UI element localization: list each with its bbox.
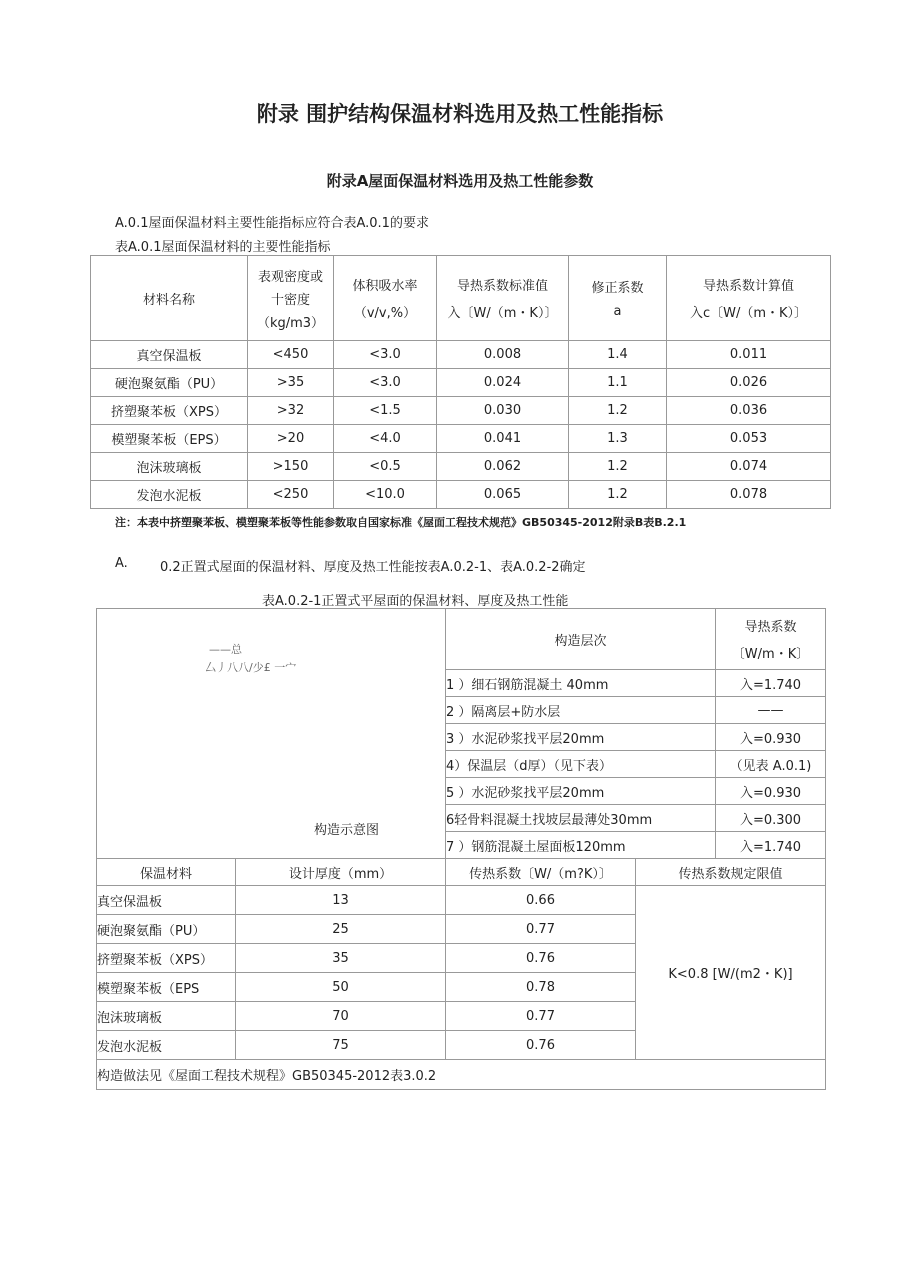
table-cell: 发泡水泥板 bbox=[97, 1031, 236, 1060]
table-cell: >35 bbox=[248, 369, 334, 397]
header-density bbox=[248, 256, 334, 341]
table-cell: 挤塑聚苯板（XPS） bbox=[97, 944, 236, 973]
page-title: 附录 围护结构保温材料选用及热工性能指标 bbox=[256, 102, 664, 126]
header-layers: 构造层次 bbox=[446, 609, 716, 670]
table1-caption: 表A.0.1屋面保温材料的主要性能指标 bbox=[115, 240, 331, 255]
layer-name: 3 ）水泥砂浆找平层20mm bbox=[446, 724, 716, 751]
layer-name: 5 ）水泥砂浆找平层20mm bbox=[446, 778, 716, 805]
table-cell: 0.008 bbox=[437, 341, 569, 369]
layer-name: 6轻骨料混凝土找坡层最薄处30mm bbox=[446, 805, 716, 832]
table-cell: 1.2 bbox=[569, 481, 667, 509]
table-cell: 硬泡聚氨酯（PU） bbox=[97, 915, 236, 944]
table2-caption: 表A.0.2-1正置式平屋面的保温材料、厚度及热工性能 bbox=[262, 594, 569, 609]
table-cell: 70 bbox=[236, 1002, 446, 1031]
table-cell: 25 bbox=[236, 915, 446, 944]
table-cell: <250 bbox=[248, 481, 334, 509]
table-cell: 50 bbox=[236, 973, 446, 1002]
table-cell: 模塑聚苯板（EPS bbox=[97, 973, 236, 1002]
bottom-header: 设计厚度（mm） bbox=[236, 859, 446, 886]
table-cell: 1.1 bbox=[569, 369, 667, 397]
bottom-header: 传热系数规定限值 bbox=[636, 859, 826, 886]
table-cell: 泡沫玻璃板 bbox=[91, 453, 248, 481]
header-line: 导热系数标准值 bbox=[456, 279, 548, 294]
table-cell: 0.026 bbox=[667, 369, 831, 397]
table-cell: 发泡水泥板 bbox=[91, 481, 248, 509]
table-cell: 0.011 bbox=[667, 341, 831, 369]
header-k-std bbox=[437, 256, 569, 341]
header-line: 体积吸水率 bbox=[352, 279, 418, 294]
bottom-header: 保温材料 bbox=[97, 859, 236, 886]
header-k-calc bbox=[667, 256, 831, 341]
layer-name: 1 ）细石钢筋混凝土 40mm bbox=[446, 670, 716, 697]
table-cell: 0.078 bbox=[667, 481, 831, 509]
table-cell: 0.66 bbox=[446, 886, 636, 915]
header-a bbox=[569, 256, 667, 341]
diagram-text: 厶丿八八/少£ 一宀 bbox=[205, 661, 297, 674]
table-cell: 75 bbox=[236, 1031, 446, 1060]
table-cell: >150 bbox=[248, 453, 334, 481]
table-cell: <450 bbox=[248, 341, 334, 369]
header-line: 入c〔W/（m・K）〕 bbox=[689, 306, 808, 321]
layer-name: 7 ）钢筋混凝土屋面板120mm bbox=[446, 832, 716, 859]
header-line: 导热系数 bbox=[744, 620, 797, 635]
table-cell: 0.036 bbox=[667, 397, 831, 425]
layer-k: 入=0.930 bbox=[716, 724, 826, 751]
table-cell: 0.76 bbox=[446, 944, 636, 973]
table-cell: 硬泡聚氨酯（PU） bbox=[91, 369, 248, 397]
table-cell: 1.2 bbox=[569, 397, 667, 425]
table-cell: <10.0 bbox=[334, 481, 437, 509]
header-line: a bbox=[613, 304, 622, 319]
paragraph-a02: 0.2正置式屋面的保温材料、厚度及热工性能按表A.0.2-1、表A.0.2-2确定 bbox=[160, 560, 586, 575]
table-row bbox=[91, 369, 831, 397]
header-line: 〔W/m・K〕 bbox=[731, 647, 810, 662]
table-cell: >20 bbox=[248, 425, 334, 453]
table-row bbox=[91, 425, 831, 453]
table-cell: <4.0 bbox=[334, 425, 437, 453]
table-cell: 35 bbox=[236, 944, 446, 973]
header-water bbox=[334, 256, 437, 341]
table-cell: 真空保温板 bbox=[91, 341, 248, 369]
table-row bbox=[91, 453, 831, 481]
bottom-header: 传热系数〔W/（m?K）〕 bbox=[446, 859, 636, 886]
header-line: （kg/m3） bbox=[256, 315, 325, 331]
table-a021 bbox=[96, 608, 826, 1090]
header-line: 十密度 bbox=[270, 292, 310, 308]
table-cell: 真空保温板 bbox=[97, 886, 236, 915]
header-k bbox=[716, 609, 826, 670]
table-row bbox=[97, 886, 826, 915]
table-cell: <1.5 bbox=[334, 397, 437, 425]
paragraph-a02-prefix: A. bbox=[115, 556, 128, 571]
header-line: 导热系数计算值 bbox=[702, 279, 794, 294]
table-cell: 13 bbox=[236, 886, 446, 915]
header-line: （v/v,%） bbox=[353, 306, 417, 321]
paragraph-a01: A.0.1屋面保温材料主要性能指标应符合表A.0.1的要求 bbox=[115, 216, 429, 231]
table-cell: 0.041 bbox=[437, 425, 569, 453]
table-cell: 0.77 bbox=[446, 1002, 636, 1031]
layer-name: 2 ）隔离层+防水层 bbox=[446, 697, 716, 724]
header-line: 入〔W/（m・K）〕 bbox=[447, 306, 558, 321]
table-row bbox=[91, 481, 831, 509]
limit-cell: K<0.8 [W/(m2・K)] bbox=[636, 886, 826, 1060]
table-cell: <3.0 bbox=[334, 341, 437, 369]
table-a01 bbox=[90, 255, 831, 509]
diagram-label: 构造示意图 bbox=[314, 823, 380, 838]
layer-k: 入=1.740 bbox=[716, 832, 826, 859]
table-cell: 0.062 bbox=[437, 453, 569, 481]
table-row bbox=[91, 397, 831, 425]
table-cell: 0.065 bbox=[437, 481, 569, 509]
table-row bbox=[91, 341, 831, 369]
table-cell: 挤塑聚苯板（XPS） bbox=[91, 397, 248, 425]
table-cell: 0.78 bbox=[446, 973, 636, 1002]
header-line: 修正系数 bbox=[591, 281, 644, 296]
table-cell: 0.024 bbox=[437, 369, 569, 397]
header-material: 材料名称 bbox=[91, 256, 248, 341]
table-cell: 模塑聚苯板（EPS） bbox=[91, 425, 248, 453]
diagram-text: ——总 bbox=[209, 643, 242, 656]
table-cell: 1.3 bbox=[569, 425, 667, 453]
layer-k: （见表 A.0.1) bbox=[716, 751, 826, 778]
section-title: 附录A屋面保温材料选用及热工性能参数 bbox=[326, 172, 594, 190]
layer-k: 入=1.740 bbox=[716, 670, 826, 697]
header-line: 表观密度或 bbox=[257, 269, 323, 285]
table-cell: 泡沫玻璃板 bbox=[97, 1002, 236, 1031]
table-cell: 0.074 bbox=[667, 453, 831, 481]
table-cell: <3.0 bbox=[334, 369, 437, 397]
table-cell: 0.053 bbox=[667, 425, 831, 453]
diagram-cell bbox=[97, 609, 446, 859]
layer-k: 入=0.300 bbox=[716, 805, 826, 832]
layer-k: 入=0.930 bbox=[716, 778, 826, 805]
table-footer: 构造做法见《屋面工程技术规程》GB50345-2012表3.0.2 bbox=[97, 1060, 826, 1090]
table-cell: >32 bbox=[248, 397, 334, 425]
table-cell: 0.030 bbox=[437, 397, 569, 425]
table-cell: 0.76 bbox=[446, 1031, 636, 1060]
table-cell: <0.5 bbox=[334, 453, 437, 481]
table-cell: 0.77 bbox=[446, 915, 636, 944]
layer-name: 4）保温层（d厚）（见下表） bbox=[446, 751, 716, 778]
table-cell: 1.2 bbox=[569, 453, 667, 481]
table-cell: 1.4 bbox=[569, 341, 667, 369]
layer-k: —— bbox=[716, 697, 826, 724]
table1-note: 注：本表中挤塑聚苯板、模塑聚苯板等性能参数取自国家标准《屋面工程技术规范》GB50345-2012附录B表B.2.1 bbox=[115, 516, 687, 529]
